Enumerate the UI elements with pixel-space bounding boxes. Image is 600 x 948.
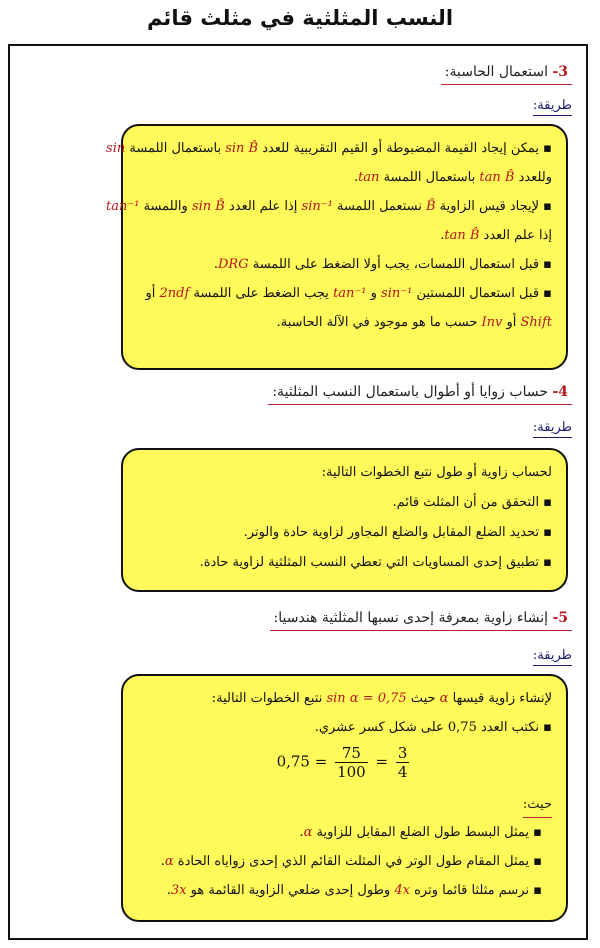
section-number: 4- [552,384,568,400]
text-line: ▪ قبل استعمال اللمستين sin⁻¹ و tan⁻¹ يجب الضغط على اللمسة 2ndf أو [145,286,552,301]
text-line: وللعدد tan B̂ باستعمال اللمسة tan. [353,170,552,185]
where-label: حيث: [523,793,552,818]
text-line: ▪ يمثل المقام طول الوتر في المثلث القائم الذي إحدى زواياه الحادة α. [160,854,542,869]
section-number: 3- [552,64,568,80]
fraction-equation: 0,75 = $\frac{75}{100}$ = $\frac{3}{4}$ [276,744,408,781]
text-line: ▪ يمكن إيجاد القيمة المضبوطة أو القيم التقريبية للعدد sin B̂ باستعمال اللمسة sin [106,141,552,156]
section-3-heading [441,64,572,85]
method-label: طريقة: [533,648,572,666]
section-title: استعمال الحاسبة: [444,64,548,80]
text-line: ▪ تحديد الضلع المقابل والضلع المجاور لزاوية حادة والوتر. [243,525,552,540]
section-number: 5- [552,610,568,626]
section-title: حساب زوايا أو أطوال باستعمال النسب المثلثية: [272,384,548,400]
text-line: ▪ يمثل البسط طول الضلع المقابل للزاوية α. [299,825,542,840]
text-line: لحساب زاوية أو طول نتبع الخطوات التالية: [321,465,552,480]
steps-box [121,448,568,592]
fraction: $\frac{3}{4}$ [397,744,408,781]
calculator-box [106,124,568,370]
text-line: ▪ نرسم مثلثا قائما وتره 4x وطول إحدى ضلعي الزاوية القائمة هو 3x. [166,883,542,898]
construction-box [121,674,568,922]
text-line: إذا علم العدد tan B̂. [440,228,552,243]
section-5-heading [270,610,572,631]
text-line: ▪ نكتب العدد 0,75 على شكل كسر عشري. [314,720,552,735]
page-title: النسب المثلثية في مثلث قائم [146,6,454,30]
text-line: ▪ تطبيق إحدى المساويات التي تعطي النسب المثلثية لزاوية حادة. [199,555,552,570]
method-label: طريقة: [533,420,572,438]
text-line: ▪ قبل استعمال اللمسات، يجب أولا الضغط على اللمسة DRG. [213,257,552,272]
text-line: Shift أو Inv حسب ما هو موجود في الآلة الحاسبة. [276,315,552,330]
section-title: إنشاء زاوية بمعرفة إحدى نسبها المثلثية هندسيا: [273,610,548,626]
fraction: $\frac{75}{100}$ [337,744,366,781]
section-4-heading [268,384,572,405]
text-line: ▪ التحقق من أن المثلث قائم. [392,495,552,510]
method-label: طريقة: [533,98,572,116]
text-line: ▪ لإيجاد قيس الزاوية B̂ نستعمل اللمسة sin⁻¹ إذا علم العدد sin B̂ واللمسة tan⁻¹ [106,199,552,214]
text-line: لإنشاء زاوية قيسها α حيث sin α = 0,75 نتبع الخطوات التالية: [211,691,552,706]
